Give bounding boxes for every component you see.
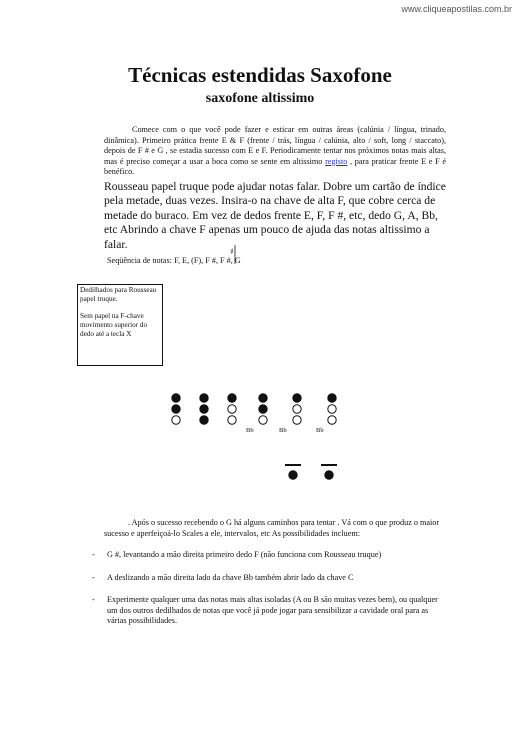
fingering-diagram: [293, 394, 301, 424]
open-hole: [228, 416, 236, 424]
rousseau-paragraph: Rousseau papel truque pode ajudar notas falar. Dobre um cartão de índice pela metade, duas vezes. Insira-o na chave de alta F, que cobre cerca de metade do buraco. Em vez de dedos frente E, F, F #, etc, dedo G, A, Bb, etc Abrindo a chave F apenas um pouco de ajuda das notas altissimo a falar.: [104, 180, 446, 251]
closed-hole: [200, 416, 208, 424]
list-item: [92, 595, 446, 627]
closed-hole: [259, 405, 267, 413]
open-hole: [293, 416, 301, 424]
list-dash: -: [92, 595, 95, 604]
open-hole: [172, 416, 180, 424]
list-dash: -: [92, 573, 95, 582]
note-sequence: Seqüência de notas: F, E, (F), F #, F #, G: [107, 256, 241, 265]
page-subtitle: saxofone altissimo: [205, 91, 315, 106]
bb-label: Bb: [279, 427, 287, 434]
closed-hole: [328, 394, 336, 402]
list-item-text: G #, levantando a mão direita primeiro dedo F (não funciona com Rousseau truque): [107, 550, 382, 559]
bb-label: Bb: [246, 427, 254, 434]
intro-text-start: Comece com o que você pode fazer e esticar em outras áreas (calúnia / língua, trinado, dinâmica). Primeiro prática frente E & F (frente / trás, língua / calúnia, alto / soft, long / staccato), depois de F # e G , se estadia sucesso com E e F. Periodicamente tentar nos próximos notas mais altas, mas é preciso começar a usar a boca como se sente em altissimo: [104, 125, 446, 166]
box-line-1: Dedilhados para Rousseau papel truque.: [80, 286, 157, 303]
site-watermark: www.cliqueapostilas.com.br: [401, 4, 512, 14]
open-hole: [328, 405, 336, 413]
open-hole: [293, 405, 301, 413]
list-item-text: A deslizando a mão direita lado da chave Bb também abrir lado da chave C: [107, 573, 354, 582]
closed-hole: [172, 405, 180, 413]
closed-hole: [289, 471, 297, 479]
list-item: [92, 573, 446, 584]
closed-hole: [259, 394, 267, 402]
bb-label: Bb: [316, 427, 324, 434]
fingering-diagram: [259, 394, 267, 424]
closed-hole: [172, 394, 180, 402]
fingering-diagram: [228, 394, 236, 424]
fingering-diagram: [328, 394, 336, 424]
svg-text:♯: ♯: [230, 247, 234, 256]
after-success-text: . Após o sucesso recebendo o G há alguns caminhos para tentar . Vá com o que produz o maior sucesso e aperfeiçoá-lo Scales a ele, intervalos, etc As possibilidades incluem:: [104, 518, 440, 538]
closed-hole: [293, 394, 301, 402]
list-item: [92, 550, 446, 561]
list-dash: -: [92, 550, 95, 559]
list-item-text: Experimente qualquer uma das notas mais altas isoladas (A ou B são muitas vezes bem), ou qualquer um dos outros dedilhados de notas que você já pode jogar para sensibilizar a cavidade oral para as várias possibilidades.: [107, 595, 438, 626]
after-success-paragraph: [104, 518, 446, 540]
fingering-diagram: [285, 465, 301, 479]
open-hole: [328, 416, 336, 424]
box-line-2: Sem papel na F-chave movimento superior do dedo até a tecla X: [80, 311, 148, 338]
fingering-diagram: [200, 394, 208, 424]
closed-hole: [325, 471, 333, 479]
closed-hole: [228, 394, 236, 402]
fingering-diagram: [172, 394, 180, 424]
fingering-diagram: [321, 465, 337, 479]
closed-hole: [200, 394, 208, 402]
closed-hole: [200, 405, 208, 413]
page-title: Técnicas estendidas Saxofone: [128, 63, 392, 87]
open-hole: [228, 405, 236, 413]
registo-link[interactable]: registo: [325, 156, 348, 166]
open-hole: [259, 416, 267, 424]
intro-text-end: , para praticar frente E e F é benéfico.: [104, 156, 447, 177]
